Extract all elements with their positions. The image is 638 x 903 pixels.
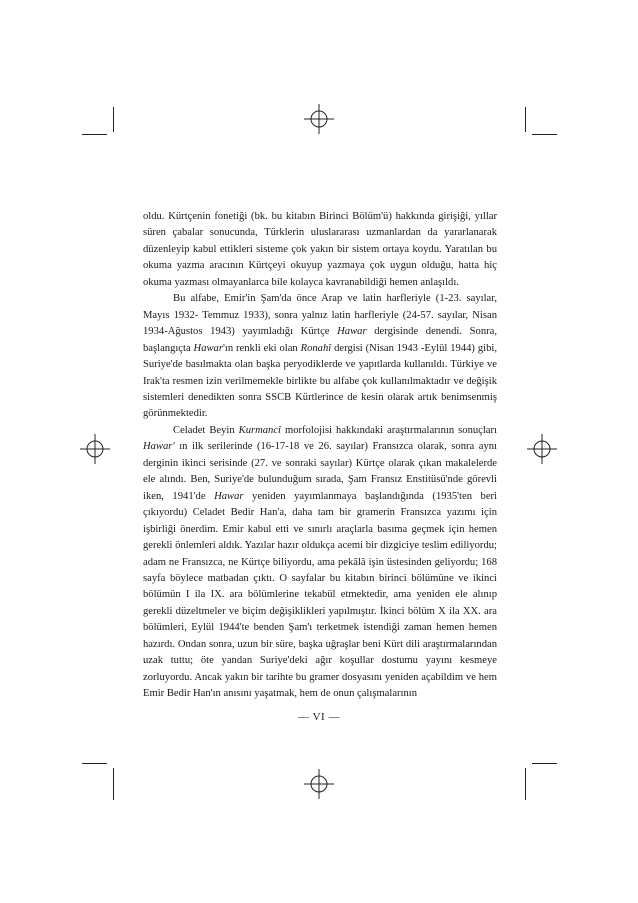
italic-run: Hawar	[337, 326, 367, 338]
paragraph	[143, 209, 497, 291]
crop-mark	[82, 134, 107, 135]
crop-mark	[532, 763, 557, 764]
text-run: 'ın renkli eki olan	[222, 342, 301, 354]
crop-mark	[525, 768, 526, 800]
registration-mark-icon	[304, 769, 334, 799]
paragraph	[143, 423, 497, 703]
crop-mark	[113, 768, 114, 800]
body-text	[143, 209, 497, 703]
text-run: oldu. Kürtçenin fonetiği (bk. bu kitabın Birinci Bölüm'ü) hakkında girişiği, yıllar süren çabalar sonucunda, Türklerin uluslararası uzmanlardan da yararlanarak düzenleyip kabul ettikleri sisteme çok yakın bir sistem ortaya koydu. Yaratılan bu okuma yazma aracının Kürtçeyi okuyup yazmaya çok uygun olduğu, hatta hiç okuma yazması olmayanlarca bile kolayca kavranabildiği hemen anlaşıldı.	[143, 211, 497, 288]
text-run: Bu alfabe, Emir'in Şam'da önce Arap ve latin harfleriyle (1-23. sayılar, Mayıs 1932- Temmuz 1933), sonra yalnız latin harfleriyle (24-57. sayılar, Nisan 1934-Ağustos 1943) yayımladığı Kürtçe	[143, 293, 497, 338]
text-run: dergisi (Nisan 1943 -Eylül 1944) gibi, Suriye'de basılmakta olan başka peryodiklerde ve yapıtlarda kullanıldı. Türkiye ve Irak'ta resmen izin verilmemekle birlikte bu alfabe çok kullanılmaktadır ve değişik sistemleri denedikten sonra SSCB Kürtlerince de kesin olarak artık benimsenmiş görünmektedir.	[143, 342, 497, 420]
italic-run: Hawar	[193, 342, 223, 354]
italic-run: Ronahî	[300, 342, 332, 354]
italic-run: Hawar	[214, 490, 244, 502]
text-run: ın ilk serilerinde (16-17-18 ve 26. sayılar) Fransızca olarak, sonra aynı derginin ikinci serisinde (27. ve sonraki sayılar) Kürtçe olarak çıkan makalelerde ele alındı. Ben, Suriye'de bulunduğum sırada, Şam Fransız Enstitüsü'nde görevli iken, 1941'de	[143, 441, 497, 502]
crop-mark	[113, 107, 114, 132]
italic-run: Hawar'	[143, 441, 175, 453]
text-run: morfolojisi hakkındaki araştırmalarının sonuçları	[281, 424, 497, 436]
registration-mark-icon	[527, 434, 557, 464]
registration-mark-icon	[304, 104, 334, 134]
crop-mark	[525, 107, 526, 132]
italic-run: Kurmancî	[238, 424, 281, 436]
paragraph	[143, 291, 497, 423]
crop-mark	[82, 763, 107, 764]
text-run: dergisinde denendi. Sonra, başlangıçta	[143, 326, 497, 354]
page-number: — VI —	[298, 711, 340, 723]
crop-mark	[532, 134, 557, 135]
text-run: Celadet Beyin	[173, 424, 239, 436]
registration-mark-icon	[80, 434, 110, 464]
text-run: yeniden yayımlanmaya başlandığında (1935'ten beri çıkıyordu) Celadet Bedir Han'a, daha tam bir gramerin Fransızca yazımı için işbirliği önerdim. Emir kabul etti ve sınırlı araçlarla basıma geçmek için hemen gerekli önlemleri aldık. Yazılar hazır oldukça acemi bir dizgiciye teslim ediliyordu; adam ne Fransızca, ne Kürtçe biliyordu, ama pekâlâ işin üstesinden geliyordu; 168 sayfa böylece matbadan çıktı. O sayfalar bu kitabın birinci bölümüne ve ikinci bölümün I ila IX. ara bölümlerine tekabül etmektedir, ama yeniden ele alınıp gerekli düzeltmeler ve biçim değişiklikleri yapılmıştır. İkinci bölüm X ila XX. ara bölümleri, Eylül 1944'te benden Şam'ı terketmek istendiği zaman hemen hemen hazırdı. Ondan sonra, uzun bir süre, başka uğraşlar beni Kürt dili araştırmalarından uzak tuttu; öte yandan Suriye'deki ağır koşullar dostumu yayını kesmeye zorluyordu. Ancak yakın bir tarihte bu gramer dosyasını yeniden açabildim ve hem Emir Bedir Han'ın anısını yaşatmak, hem de onun çalışmalarının	[143, 490, 498, 700]
